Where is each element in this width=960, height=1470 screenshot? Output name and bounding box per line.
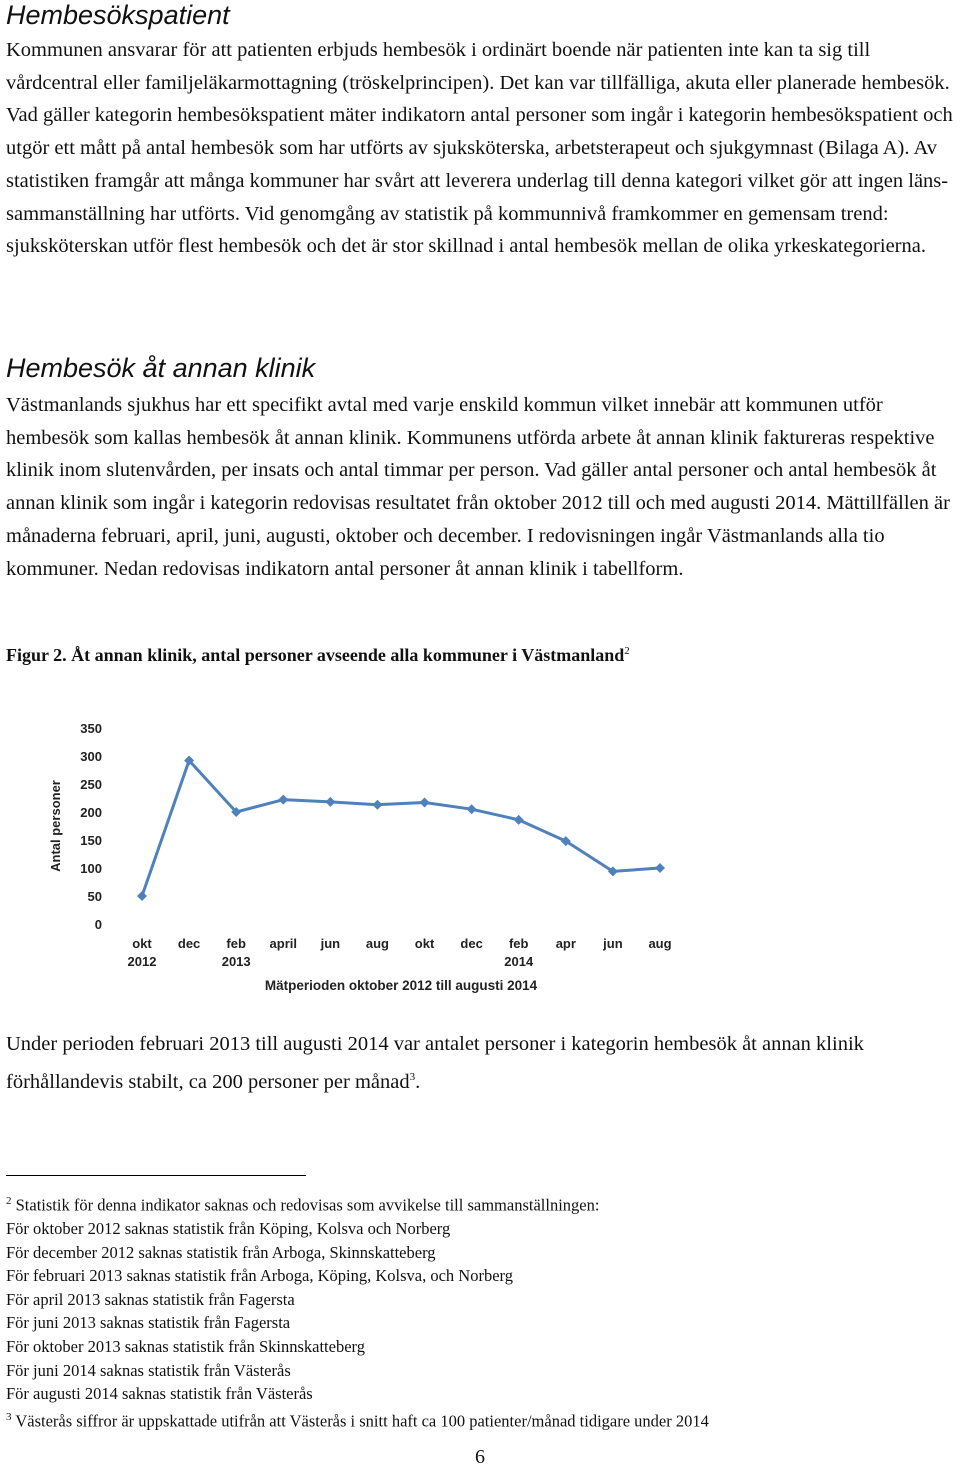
section-heading-hembesokspatient: Hembesökspatient: [6, 0, 230, 30]
footnote-ref-3: 3: [409, 1070, 416, 1083]
footnote-separator: [6, 1175, 306, 1176]
data-point: [325, 797, 335, 807]
footnotes: [6, 1190, 946, 1433]
footnote-2-text: Statistik för denna indikator saknas och redovisas som avvikelse till sammanställningen:: [11, 1195, 600, 1215]
y-tick-label: 350: [80, 721, 102, 736]
footnote-line: För april 2013 saknas statistik från Fagersta: [6, 1289, 295, 1309]
data-point: [514, 815, 524, 825]
footnote-line: För augusti 2014 saknas statistik från Västerås: [6, 1384, 313, 1404]
x-tick-label: jun: [320, 936, 341, 951]
data-point: [278, 795, 288, 805]
x-tick-label: dec: [177, 936, 201, 951]
data-point: [137, 891, 147, 901]
footnote-3: [6, 1406, 946, 1433]
footnote-line: För december 2012 saknas statistik från Arboga, Skinnskatteberg: [6, 1242, 436, 1262]
figure-caption: [6, 645, 630, 666]
x-tick-label: okt: [132, 936, 152, 951]
y-tick-label: 300: [80, 749, 102, 764]
section-body-annan-klinik: Västmanlands sjukhus har ett specifikt avtal med varje enskild kommun vilket innebär att kommunen utför hembesök som kallas hembesök åt annan klinik. Kommunens utförda arbete åt annan klinik faktureras respektive klinik inom slutenvården, per insats och antal timmar per person. Vad gäller antal personer och antal hembesök åt annan klinik som ingår i kategorin redovisas resultatet från oktober 2012 till och med augusti 2014. Mättillfällen är månaderna februari, april, juni, augusti, oktober och december. I redovisningen ingår Västmanlands alla tio kommuner. Nedan redovisas indikatorn antal personer åt annan klinik i tabellform.: [6, 394, 950, 580]
x-tick-label: jun: [603, 936, 623, 951]
footnote-3-text: Västerås siffror är uppskattade utifrån att Västerås i snitt haft ca 100 patienter/månad tidigare under 2014: [11, 1411, 709, 1431]
x-axis-label: Mätperioden oktober 2012 till augusti 2014: [264, 978, 538, 993]
footnote-line: För juni 2013 saknas statistik från Fagersta: [6, 1313, 291, 1333]
after-chart-period: .: [415, 1070, 421, 1093]
after-chart-body: Under perioden februari 2013 till augusti 2014 var antalet personer i kategorin hembesök åt annan klinik förhållandevis stabilt, ca 200 personer per månad: [6, 1033, 864, 1093]
data-point: [420, 797, 430, 807]
line-chart: [40, 712, 680, 1002]
x-tick-label: april: [269, 936, 298, 951]
x-tick-label: okt: [414, 936, 435, 951]
footnote-2-marker: 2: [6, 1195, 12, 1207]
y-tick-label: 150: [80, 833, 102, 848]
after-chart-text: [6, 1028, 956, 1098]
x-tick-label: feb: [226, 936, 246, 951]
footnote-2-heading: [6, 1190, 946, 1217]
footnote-line: För februari 2013 saknas statistik från Arboga, Köping, Kolsva, och Norberg: [6, 1266, 513, 1286]
figure-caption-text: Figur 2. Åt annan klinik, antal personer avseende alla kommuner i Västmanland: [6, 645, 625, 665]
x-tick-year-label: 2012: [127, 954, 157, 969]
section-heading-annan-klinik: Hembesök åt annan klinik: [6, 353, 316, 383]
section-body-hembesokspatient: Kommunen ansvarar för att patienten erbjuds hembesök i ordinärt boende när patienten inte kan ta sig till vårdcentral eller familjeläkarmottagning (tröskelprincipen). Det kan var tillfälliga, akuta eller planerade hembesök. Vad gäller kategorin hembesökspatient mäter indikatorn antal personer som ingår i kategorin hembesökspatient och utgör ett mått på antal hembesök som har utförts av sjuksköterska, arbetsterapeut och sjukgymnast (Bilaga A). Av statistiken framgår att många kommuner har svårt att leverera underlag till denna kategori vilket gör att ingen läns-sammanställning har utförts. Vid genomgång av statistik på kommunnivå framkommer en gemensam trend: sjuksköterskan utför flest hembesök och det är stor skillnad i antal hembesök mellan de olika yrkeskategorierna.: [6, 39, 953, 258]
y-tick-label: 0: [94, 917, 102, 932]
footnote-line: För oktober 2013 saknas statistik från Skinnskatteberg: [6, 1337, 365, 1357]
x-tick-year-label: 2013: [221, 954, 251, 969]
x-tick-label: dec: [460, 936, 483, 951]
page-number: 6: [475, 1446, 485, 1468]
x-tick-label: feb: [508, 936, 529, 951]
y-tick-label: 250: [80, 777, 102, 792]
y-tick-label: 50: [87, 889, 102, 904]
footnote-line: För juni 2014 saknas statistik från Västerås: [6, 1360, 291, 1380]
y-tick-label: 100: [80, 861, 102, 876]
data-point: [467, 804, 477, 814]
y-axis-label: Antal personer: [48, 780, 63, 872]
x-tick-label: aug: [365, 936, 390, 951]
footnote-3-marker: 3: [6, 1410, 12, 1423]
data-point: [372, 800, 382, 810]
x-tick-label: aug: [648, 936, 672, 951]
x-tick-year-label: 2014: [504, 954, 534, 969]
y-tick-label: 200: [80, 805, 102, 820]
footnote-line: För oktober 2012 saknas statistik från Köping, Kolsva och Norberg: [6, 1219, 451, 1239]
x-tick-label: apr: [555, 936, 576, 951]
data-point: [655, 863, 665, 873]
series-line: [142, 760, 660, 896]
figure-caption-footnote-ref: 2: [624, 645, 630, 657]
